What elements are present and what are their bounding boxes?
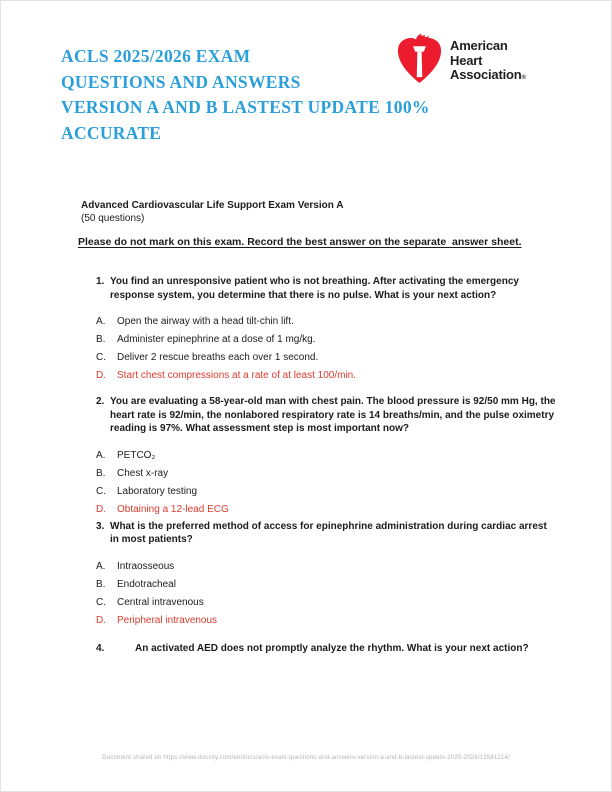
exam-instruction: Please do not mark on this exam. Record the best answer on the separate answer sheet. <box>78 236 522 248</box>
aha-logo <box>396 33 526 86</box>
option-b: B. Administer epinephrine at a dose of 1 mg/kg. <box>96 334 316 345</box>
exam-info <box>78 199 548 248</box>
title-line: ACLS 2025/2026 EXAM <box>61 46 251 66</box>
question-1-options <box>96 314 558 383</box>
logo-line-american: American <box>450 38 508 53</box>
question-4 <box>96 642 558 656</box>
question-4-text: 4. An activated AED does not promptly analyze the rhythm. What is your next action? <box>96 642 529 654</box>
aha-logo-text <box>450 39 526 86</box>
exam-question-count: (50 questions) <box>81 213 145 224</box>
question-number: 3. <box>96 520 105 532</box>
question-1 <box>96 275 558 383</box>
registered-mark: ® <box>521 75 526 81</box>
question-number: 4. <box>96 642 105 654</box>
footer-share-url: Document shared on https://www.docsity.com/en/docs/acls-exam-questions-and-answers-version-a-and-b-lastest-update-2025-2026/13581214/ <box>102 755 510 761</box>
option-c: C. Laboratory testing <box>96 485 198 497</box>
title-line: VERSION A AND B LASTEST UPDATE 100% <box>61 97 430 117</box>
option-d-correct: D. Obtaining a 12-lead ECG <box>96 503 229 515</box>
option-b: B. Endotracheal <box>96 578 176 590</box>
question-3 <box>96 520 558 628</box>
document-footer <box>0 755 612 761</box>
option-d-correct: D. Start chest compressions at a rate of at least 100/min. <box>96 370 357 381</box>
title-line: ACCURATE <box>61 122 162 143</box>
option-a: A. Open the airway with a head tilt-chin lift. <box>96 316 294 327</box>
question-3-text: 3. What is the preferred method of access for epinephrine administration during cardiac arrest in most patients? <box>96 520 547 545</box>
option-d-correct: D. Peripheral intravenous <box>96 614 218 626</box>
logo-line-association: Association® <box>450 67 526 82</box>
question-2-text: 2. You are evaluating a 58-year-old man with chest pain. The blood pressure is 92/50 mm Hg, the heart rate is 92/min, the nonlabored respiratory rate is 14 breaths/min, and the pulse oximetry reading is 97%. What assessment step is most important now? <box>96 396 556 434</box>
option-a: A. Intraosseous <box>96 560 175 572</box>
question-number: 2. <box>96 396 105 407</box>
question-3-options <box>96 559 558 628</box>
option-c: C. Deliver 2 rescue breaths each over 1 second. <box>96 352 319 363</box>
question-2 <box>96 395 558 517</box>
heart-torch-icon <box>396 33 443 86</box>
logo-line-heart: Heart <box>450 52 483 68</box>
question-2-options <box>96 448 558 517</box>
option-b: B. Chest x-ray <box>96 467 169 479</box>
question-1-text: 1. You find an unresponsive patient who is not breathing. After activating the emergency response system, you determine that there is no pulse. What is your next action? <box>96 276 519 301</box>
exam-heading: Advanced Cardiovascular Life Support Exam Version A <box>81 200 344 211</box>
option-a: A. PETCO₂ <box>96 449 156 461</box>
title-line: QUESTIONS AND ANSWERS <box>61 71 301 92</box>
question-list <box>96 275 558 667</box>
question-number: 1. <box>96 276 105 287</box>
document-title <box>61 44 431 146</box>
option-c: C. Central intravenous <box>96 596 204 608</box>
